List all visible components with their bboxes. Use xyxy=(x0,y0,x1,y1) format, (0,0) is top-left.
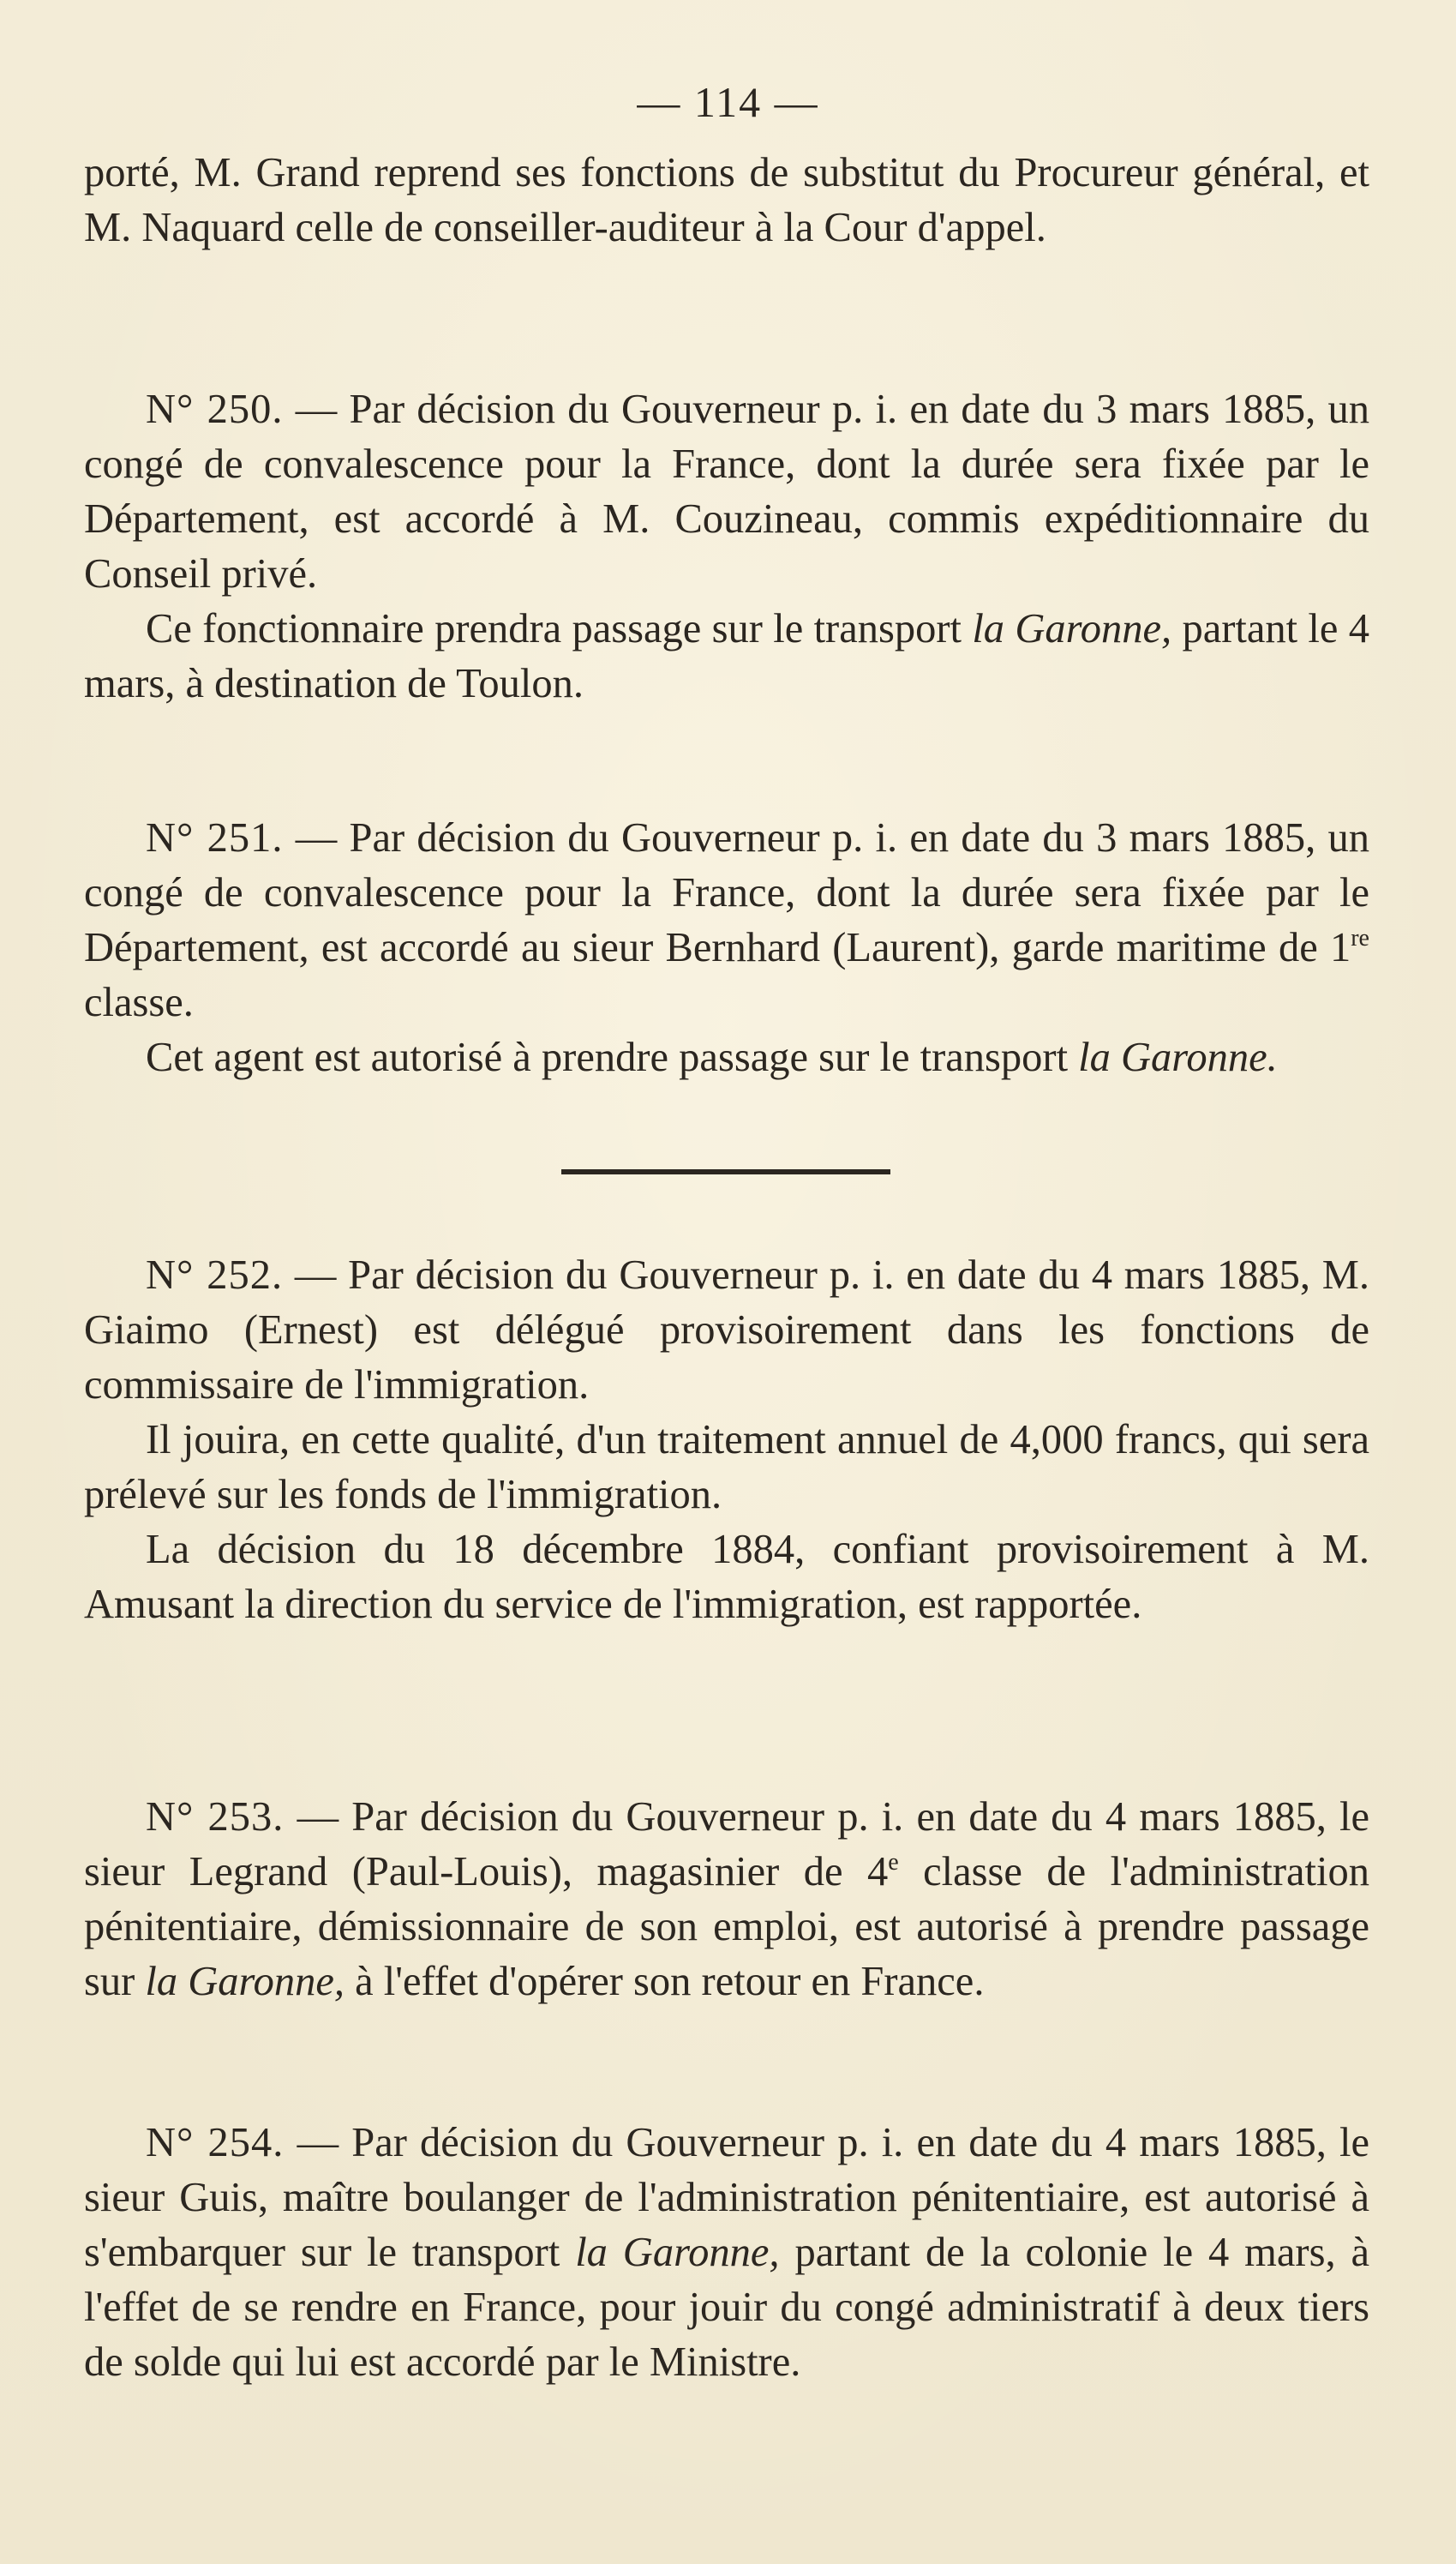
entry-252 xyxy=(84,1248,1369,1632)
entry-253-text-before: — Par décision du Gouverneur p. i. en date du 4 mars 1885, le sieur Legrand (Paul-Louis), magasinier de 4 xyxy=(84,1794,1369,1894)
entry-254-text-before: — Par décision du Gouverneur p. i. en date du 4 mars 1885, le sieur Guis, maître boulanger de l'administration pénitentiaire, est autorisé à s'embarquer sur le transport xyxy=(84,2120,1369,2275)
entry-251-number: N° 251. xyxy=(146,815,284,861)
entry-250-paragraph-2 xyxy=(84,602,1369,712)
entry-251 xyxy=(84,811,1369,1085)
entry-250-text: — Par décision du Gouverneur p. i. en date du 3 mars 1885, un congé de convalescence pour la France, dont la durée sera fixée par le Département, est accordé à M. Couzineau, commis expéditionnaire du Conseil privé. xyxy=(84,387,1370,597)
entry-251-paragraph xyxy=(84,811,1369,1030)
entry-250-number: N° 250. xyxy=(146,387,284,432)
entry-250 xyxy=(84,382,1369,712)
entry-253-text-after: à l'effet d'opérer son retour en France. xyxy=(345,1959,985,2004)
entry-250-p2-before: Ce fonctionnaire prendra passage sur le transport xyxy=(146,606,973,652)
continuation-paragraph: porté, M. Grand reprend ses fonctions de substitut du Procureur général, et M. Naquard celle de conseiller-auditeur à la Cour d'appel. xyxy=(84,150,1369,250)
entry-251-paragraph-2 xyxy=(84,1030,1369,1085)
entry-254-text-after: partant de la colonie le 4 mars, à l'effet de se rendre en France, pour jouir du congé administratif à deux tiers de solde qui lui est accordé par le Ministre. xyxy=(84,2230,1369,2385)
section-divider xyxy=(561,1169,890,1174)
entry-251-text-after: classe. xyxy=(84,980,194,1025)
entry-252-paragraph-2: Il jouira, en cette qualité, d'un traitement annuel de 4,000 francs, qui sera prélevé sur les fonds de l'immigration. xyxy=(84,1417,1369,1517)
entry-254 xyxy=(84,2116,1369,2390)
entry-254-paragraph xyxy=(84,2116,1369,2390)
entry-254-ship-name: la Garonne, xyxy=(575,2230,780,2275)
continuation-block xyxy=(84,146,1369,255)
entry-250-paragraph xyxy=(84,382,1369,602)
entry-251-text-before: — Par décision du Gouverneur p. i. en date du 3 mars 1885, un congé de convalescence pour la France, dont la durée sera fixée par le Département, est accordé au sieur Bernhard (Laurent), garde maritime de 1 xyxy=(84,815,1370,970)
entry-253-ship-name: la Garonne, xyxy=(145,1959,345,2004)
entry-253-text-mid: classe de l'administration pénitentiaire, démissionnaire de son emploi, est autorisé à prendre passage sur xyxy=(84,1849,1369,2004)
entry-252-paragraph xyxy=(84,1248,1369,1413)
entry-252-number: N° 252. xyxy=(146,1252,284,1298)
entry-252-paragraph-3: La décision du 18 décembre 1884, confiant provisoirement à M. Amusant la direction du service de l'immigration, est rapportée. xyxy=(84,1527,1369,1627)
entry-253-superscript: e xyxy=(888,1849,899,1876)
entry-250-p2-after: partant le 4 mars, à destination de Toulon. xyxy=(84,606,1370,706)
page-number: — 114 — xyxy=(637,78,819,126)
entry-251-ship-name: la Garonne. xyxy=(1078,1035,1278,1080)
entry-250-ship-name: la Garonne, xyxy=(972,606,1172,652)
entry-251-p2-before: Cet agent est autorisé à prendre passage sur le transport xyxy=(146,1035,1079,1080)
entry-253-number: N° 253. xyxy=(146,1794,285,1840)
entry-251-superscript: re xyxy=(1351,925,1369,952)
entry-253-paragraph xyxy=(84,1790,1369,2009)
entry-254-number: N° 254. xyxy=(146,2120,285,2165)
entry-252-text: — Par décision du Gouverneur p. i. en date du 4 mars 1885, M. Giaimo (Ernest) est délégué provisoirement dans les fonctions de commissaire de l'immigration. xyxy=(84,1252,1370,1408)
entry-253 xyxy=(84,1790,1369,2009)
